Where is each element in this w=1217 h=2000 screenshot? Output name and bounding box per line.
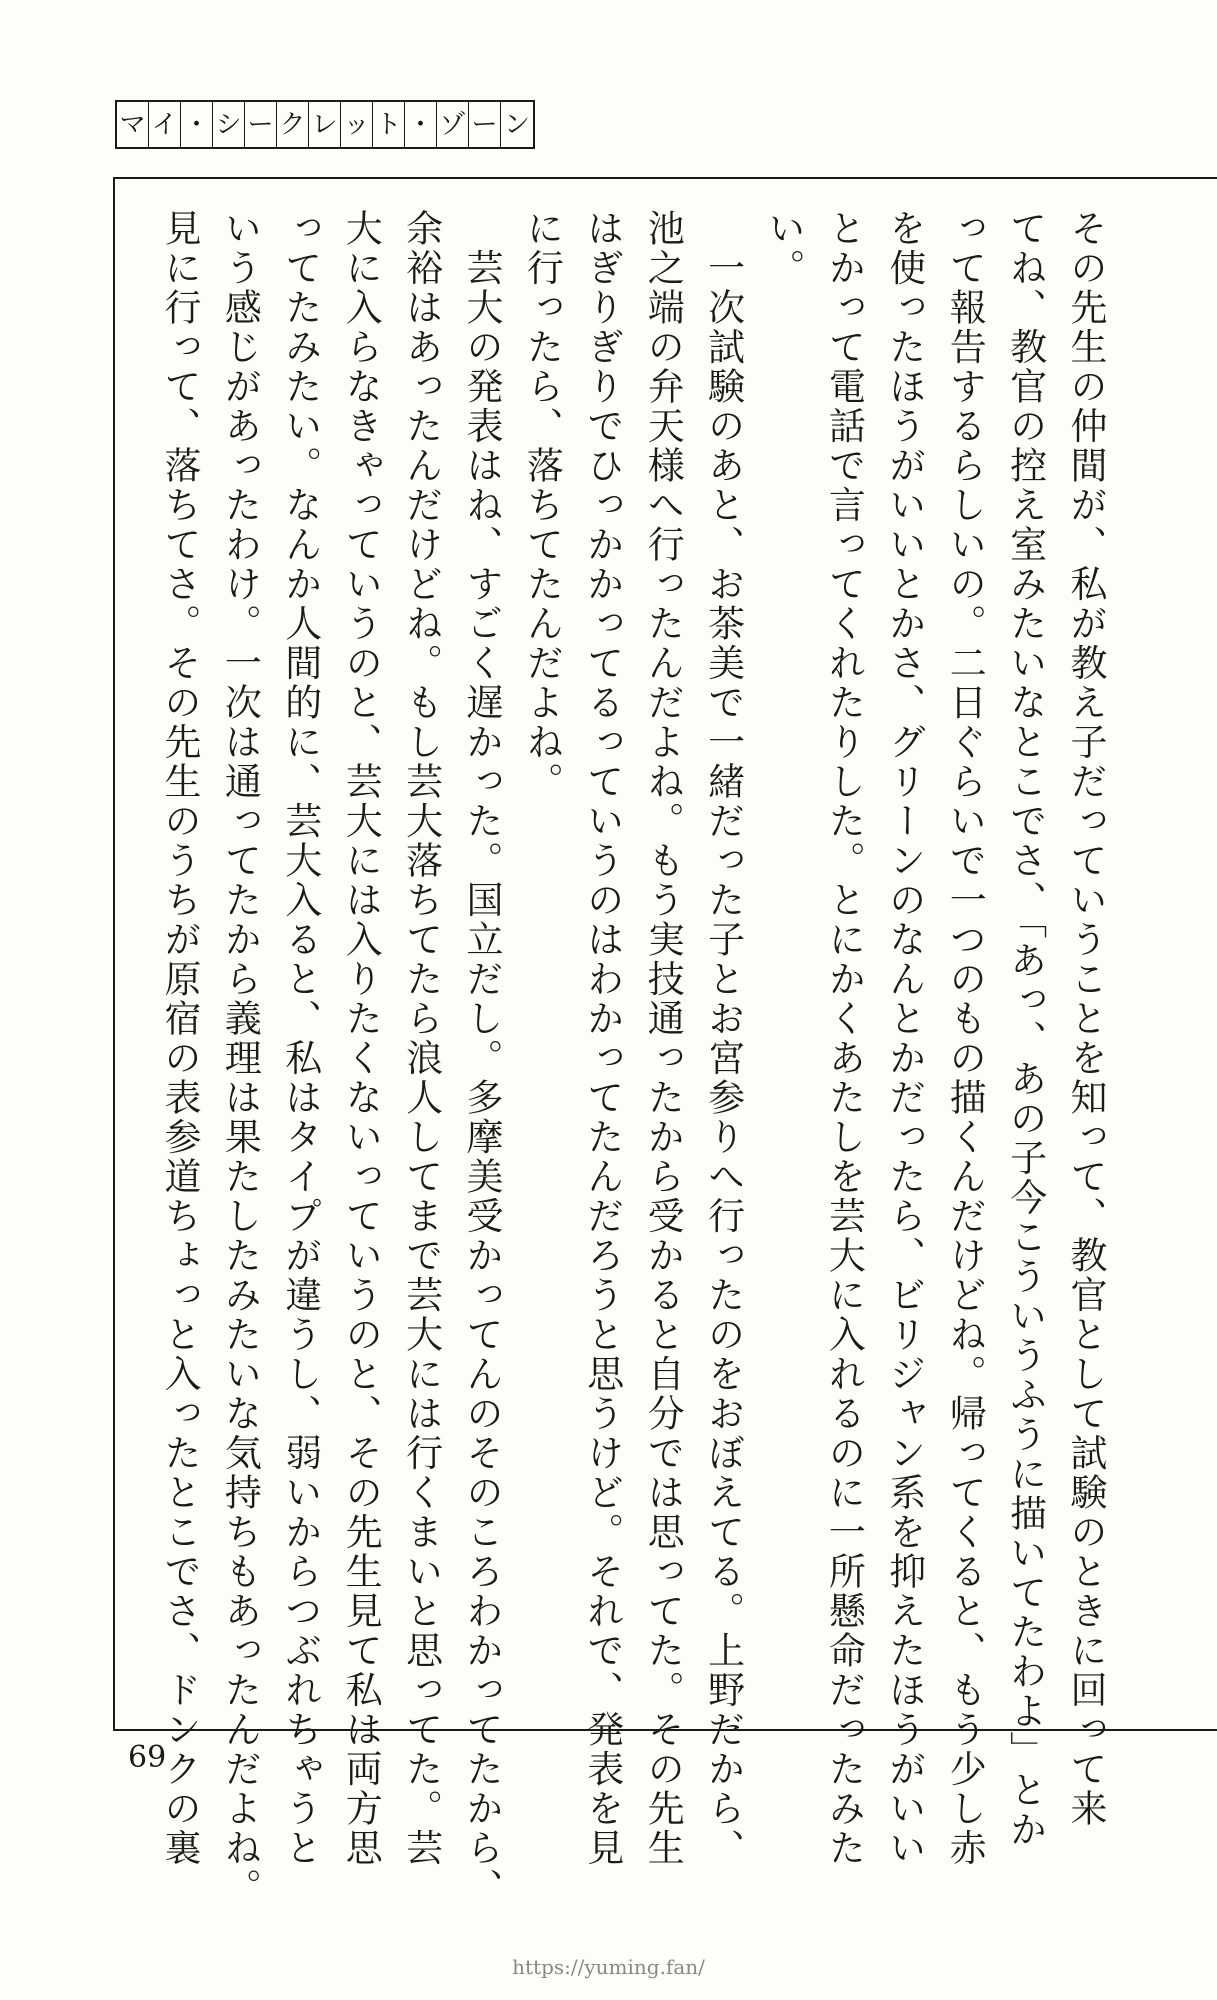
title-char: ゾ — [437, 102, 469, 147]
text-column: に行ったら、落ちてたんだよね。 — [520, 209, 564, 802]
text-column: てね、教官の控え室みたいなとこでさ、「あっ、あの子今こういうふうに描いてたわよ」とか — [1003, 209, 1047, 1850]
text-column: 大に入らなきゃっていうのと、芸大には入りたくないっていうのと、その先生見て私は両方思 — [339, 209, 383, 1868]
text-column: ってたみたい。なんか人間的に、芸大入ると、私はタイプが違うし、弱いからつぶれちゃうと — [278, 209, 322, 1868]
text-column: って報告するらしいの。二日ぐらいで一つのもの描くんだけどね。帰ってくると、もう少し赤 — [943, 209, 987, 1868]
title-char: ー — [469, 102, 501, 147]
source-url: https://yuming.fan/ — [512, 1955, 705, 1979]
text-column: その先生の仲間が、私が教え子だっていうことを知って、教官として試験のときに回って来 — [1064, 209, 1107, 1829]
title-char: イ — [149, 102, 181, 147]
title-char: ー — [245, 102, 277, 147]
title-char: レ — [309, 102, 341, 147]
title-char: ッ — [341, 102, 373, 147]
title-char: シ — [213, 102, 245, 147]
title-char: マ — [117, 102, 149, 147]
text-column: とかって電話で言ってくれたりした。とにかくあたしを芸大に入れるのに一所懸命だったみた — [822, 209, 866, 1868]
text-column: 一次試験のあと、お茶美で一緒だった子とお宮参りへ行ったのをおぼえてる。上野だから、 — [701, 209, 745, 1868]
title-char: ・ — [181, 102, 213, 147]
chapter-title — [115, 100, 535, 149]
title-char: ク — [277, 102, 309, 147]
text-column: 余裕はあったんだけどね。もし芸大落ちてたら浪人してまで芸大には行くまいと思ってた。芸 — [399, 209, 443, 1868]
text-column: を使ったほうがいいとかさ、グリーンのなんとかだったら、ビリジャン系を抑えたほうがいい — [882, 209, 926, 1868]
title-char: ・ — [405, 102, 437, 147]
text-column: はぎりぎりでひっかかってるっていうのはわかってたんだろうと思うけど。それで、発表を見 — [580, 209, 624, 1868]
text-column: 見に行って、落ちてさ。その先生のうちが原宿の表参道ちょっと入ったとこでさ、ドンクの裏 — [158, 209, 201, 1868]
title-char: ト — [373, 102, 405, 147]
text-column: いう感じがあったわけ。一次は通ってたから義理は果たしたみたいな気持ちもあったんだよね。 — [218, 209, 262, 1908]
title-char: ン — [503, 109, 530, 140]
text-column: 池之端の弁天様へ行ったんだよね。もう実技通ったから受かると自分では思ってた。その先生 — [641, 209, 685, 1868]
page-number: 69 — [128, 1740, 167, 1775]
text-column: 芸大の発表はね、すごく遅かった。国立だし。多摩美受かってんのそのころわかってたから、 — [460, 209, 503, 1908]
text-column: い。 — [762, 209, 805, 288]
